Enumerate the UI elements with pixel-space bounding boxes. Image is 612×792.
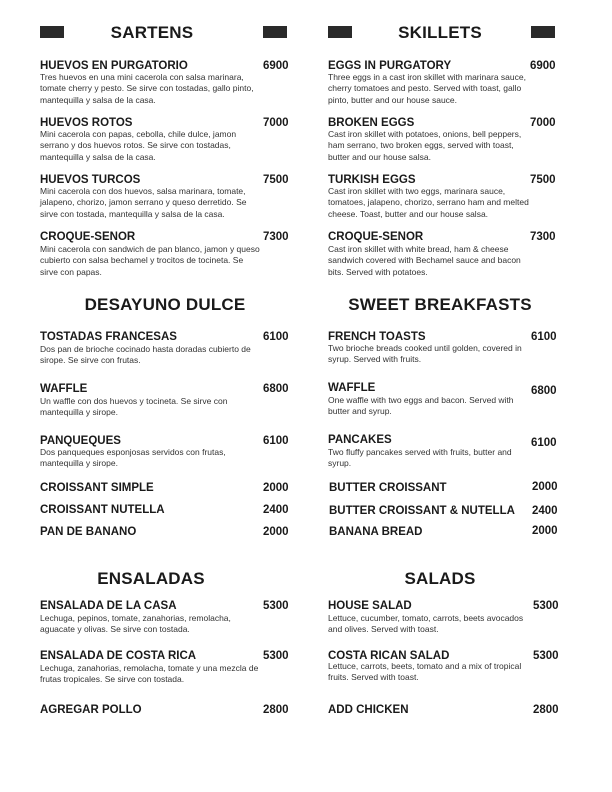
menu-item-description: Cast iron skillet with potatoes, onions, bell peppers, ham serrano, two broken eggs, served with toast, butter and our house salsa. — [328, 129, 522, 162]
menu-item-price: 6900 — [263, 60, 289, 72]
menu-item-price: 7000 — [530, 117, 556, 129]
menu-item-description: Lechuga, pepinos, tomate, zanahorias, remolacha, aguacate y olivas. Se sirve con tostada. — [40, 613, 231, 635]
section-title-salads: SALADS — [404, 569, 476, 588]
menu-item-name: BUTTER CROISSANT — [329, 482, 447, 494]
menu-item-price: 5300 — [533, 600, 559, 612]
menu-item-price: 2800 — [533, 704, 559, 716]
menu-item-name: CROISSANT NUTELLA — [40, 504, 165, 516]
menu-item-price: 2400 — [532, 505, 558, 517]
menu-item-name: ENSALADA DE LA CASA — [40, 600, 177, 612]
menu-item-name: FRENCH TOASTS — [328, 331, 426, 343]
menu-item-price: 5300 — [263, 600, 289, 612]
menu-item-name: CROQUE-SENOR — [40, 231, 136, 243]
menu-item-description: Mini cacerola con sandwich de pan blanco, jamon y queso cubierto con salsa bechamel y trocitos de tocineta. Se sirve con papas. — [40, 244, 260, 277]
menu-item-price: 2000 — [532, 481, 558, 493]
menu-item-price: 2000 — [263, 526, 289, 538]
menu-item-description: Cast iron skillet with white bread, ham & cheese sandwich covered with Bechamel sauce and bacon bits. Served with potatoes. — [328, 244, 521, 277]
menu-item-description: Un waffle con dos huevos y tocineta. Se sirve con mantequilla y sirope. — [40, 396, 228, 418]
menu-item-price: 6800 — [531, 385, 557, 397]
menu-item-price: 7300 — [263, 231, 289, 243]
menu-item-name: COSTA RICAN SALAD — [328, 650, 450, 662]
menu-item-description: One waffle with two eggs and bacon. Served with butter and syrup. — [328, 395, 514, 417]
decorative-bar — [263, 26, 287, 38]
menu-item-name: CROISSANT SIMPLE — [40, 482, 154, 494]
menu-item-name: AGREGAR POLLO — [40, 704, 142, 716]
menu-item-price: 6100 — [531, 437, 557, 449]
section-title-sartens: SARTENS — [110, 23, 194, 42]
menu-item-name: EGGS IN PURGATORY — [328, 60, 452, 72]
menu-item-price: 6100 — [531, 331, 557, 343]
menu-item-price: 7500 — [530, 174, 556, 186]
menu-item-name: PANCAKES — [328, 434, 392, 446]
menu-item-price: 5300 — [263, 650, 289, 662]
menu-item-name: PANQUEQUES — [40, 435, 121, 447]
menu-item-name: HUEVOS ROTOS — [40, 117, 133, 129]
menu-item-name: TURKISH EGGS — [328, 174, 416, 186]
menu-item-price: 7300 — [530, 231, 556, 243]
menu-item-description: Two brioche breads cooked until golden, covered in syrup. Served with fruits. — [328, 343, 522, 365]
menu-item-price: 7000 — [263, 117, 289, 129]
menu-item-name: TOSTADAS FRANCESAS — [40, 331, 177, 343]
menu-item-name: PAN DE BANANO — [40, 526, 137, 538]
menu-item-name: WAFFLE — [328, 382, 376, 394]
decorative-bar — [328, 26, 352, 38]
menu-item-price: 6800 — [263, 383, 289, 395]
menu-item-name: ADD CHICKEN — [328, 704, 409, 716]
decorative-bar — [531, 26, 555, 38]
menu-item-description: Mini cacerola con dos huevos, salsa marinara, tomate, jalapeno, chorizo, jamon serrano y queso derretido. Se sirve con tostada, mantequilla y salsa de la casa. — [40, 186, 247, 219]
menu-item-description: Lettuce, carrots, beets, tomato and a mix of tropical fruits. Served with toast. — [328, 661, 522, 683]
menu-item-description: Two fluffy pancakes served with fruits, butter and syrup. — [328, 447, 512, 469]
section-title-desayuno-dulce: DESAYUNO DULCE — [84, 295, 246, 314]
menu-item-price: 2400 — [263, 504, 289, 516]
menu-item-name: HOUSE SALAD — [328, 600, 412, 612]
menu-item-description: Tres huevos en una mini cacerola con salsa marinara, tomate cherry y pesto. Se sirve con tostadas, gallo pinto, mantequilla y salsa de la casa. — [40, 72, 254, 105]
section-title-skillets: SKILLETS — [398, 23, 482, 42]
menu-item-price: 6100 — [263, 435, 289, 447]
menu-item-price: 6100 — [263, 331, 289, 343]
menu-item-price: 2000 — [532, 525, 558, 537]
menu-item-name: BANANA BREAD — [329, 526, 423, 538]
menu-item-price: 7500 — [263, 174, 289, 186]
decorative-bar — [40, 26, 64, 38]
menu-item-name: CROQUE-SENOR — [328, 231, 424, 243]
menu-item-description: Lechuga, zanahorias, remolacha, tomate y una mezcla de frutas tropicales. Se sirve con tostada. — [40, 663, 259, 685]
menu-item-name: ENSALADA DE COSTA RICA — [40, 650, 197, 662]
menu-item-description: Mini cacerola con papas, cebolla, chile dulce, jamon serrano y dos huevos rotos. Se sirve con tostadas, mantequilla y salsa de la casa. — [40, 129, 237, 162]
menu-item-description: Dos pan de brioche cocinado hasta doradas cubierto de sirope. Se sirve con frutas. — [40, 344, 251, 366]
menu-item-name: BUTTER CROISSANT & NUTELLA — [329, 505, 515, 517]
menu-item-name: HUEVOS TURCOS — [40, 174, 141, 186]
menu-item-name: WAFFLE — [40, 383, 88, 395]
section-title-sweet-breakfasts: SWEET BREAKFASTS — [348, 295, 532, 314]
menu-item-price: 5300 — [533, 650, 559, 662]
menu-item-price: 2800 — [263, 704, 289, 716]
menu-item-name: HUEVOS EN PURGATORIO — [40, 60, 188, 72]
menu-item-description: Three eggs in a cast iron skillet with marinara sauce, cherry tomatoes and pesto. Served with toast, gallo pinto, butter and our house sauce. — [328, 72, 526, 105]
section-title-ensaladas: ENSALADAS — [97, 569, 205, 588]
menu-item-description: Lettuce, cucumber, tomato, carrots, beets avocados and olives. Served with toast. — [328, 613, 524, 635]
menu-item-description: Cast iron skillet with two eggs, marinara sauce, tomatoes, jalapeno, chorizo, serrano ham and melted cheese. Toast, butter and our house salsa. — [328, 186, 529, 219]
menu-item-description: Dos panqueques esponjosas servidos con frutas, mantequilla y sirope. — [40, 447, 226, 469]
menu-item-price: 2000 — [263, 482, 289, 494]
menu-item-price: 6900 — [530, 60, 556, 72]
menu-item-name: BROKEN EGGS — [328, 117, 415, 129]
